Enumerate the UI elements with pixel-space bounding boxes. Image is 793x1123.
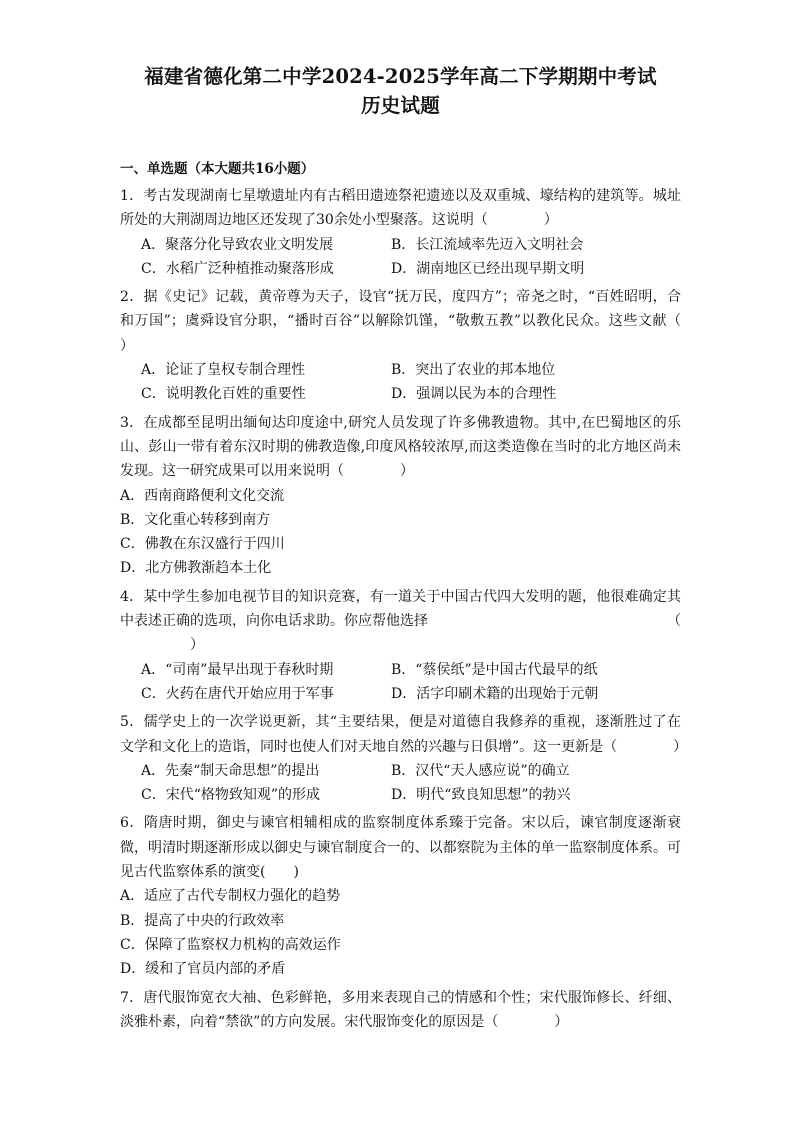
exam-title-line-2: 历史试题 [361, 94, 440, 117]
option-a[interactable]: A．“司南”最早出现于春秋时期 [141, 661, 334, 678]
question-stem: 6．隋唐时期，御史与谏官相辅相成的监察制度体系臻于完备。宋以后，谏官制度逐渐衰微，明清时期逐渐形成以御史与谏官制度合一的、以都察院为主体的单一监察制度体系。可见古代监察体系的演变( ) [120, 815, 681, 881]
question-stem-text: 4．某中学生参加电视节目的知识竞赛，有一道关于中国古代四大发明的题，他很难确定其中表述正确的选项，向你电话求助。你应帮他选择 [120, 588, 681, 630]
question-1 [120, 184, 681, 281]
option-b[interactable]: B．“蔡侯纸”是中国古代最早的纸 [391, 661, 598, 678]
question-stem: 3．在成都至昆明出缅甸达印度途中,研究人员发现了许多佛教遗物。其中,在巴蜀地区的乐山、彭山一带有着东汉时期的佛教造像,印度风格较浓厚,而这类造像在当时的北方地区尚未发现。这一研究成果可以用来说明（ ） [120, 414, 681, 480]
question-stem: 5．儒学史上的一次学说更新，其“主要结果，便是对道德自我修养的重视，逐渐胜过了在文学和文化上的造诣，同时也使人们对天地自然的兴趣与日俱增”。这一更新是（ ） [120, 714, 688, 755]
question-5 [120, 710, 688, 807]
option-b[interactable]: B．提高了中央的行政效率 [120, 912, 285, 929]
question-stem: 7．唐代服饰宽衣大袖、色彩鲜艳，多用来表现自己的情感和个性；宋代服饰修长、纤细、淡雅朴素，向着“禁欲”的方向发展。宋代服饰变化的原因是（ ） [120, 989, 681, 1030]
question-6 [120, 811, 681, 981]
question-stem [120, 585, 681, 658]
options-list [120, 484, 681, 581]
option-c[interactable]: C．保障了监察权力机构的高效运作 [120, 936, 341, 953]
question-7 [120, 986, 681, 1035]
question-3 [120, 411, 681, 581]
answer-paren-close: ） [134, 637, 204, 654]
option-c[interactable]: C．水稻广泛种植推动聚落形成 [141, 260, 334, 277]
option-d[interactable]: D．活字印刷术籍的出现始于元朝 [391, 685, 599, 702]
option-a[interactable]: A．论证了皇权专制合理性 [141, 362, 306, 379]
option-c[interactable]: C．说明教化百姓的重要性 [141, 386, 306, 403]
question-stem: 1．考古发现湖南七星墩遗址内有古稻田遗迹祭祀遗迹以及双重城、壕结构的建筑等。城址所处的大荆湖周边地区还发现了30余处小型聚落。这说明（ ） [120, 188, 681, 229]
question-stem: 2．据《史记》记载，黄帝尊为天子，设官“抚万民，度四方”；帝尧之时，“百姓昭明，合和万国”；虞舜设官分职，“播时百谷”以解除饥馑，“敬敷五教”以教化民众。这些文献（ ） [120, 289, 737, 354]
option-d[interactable]: D．缓和了官员内部的矛盾 [120, 961, 286, 978]
option-c[interactable]: C．宋代“格物致知观”的形成 [141, 787, 321, 804]
section-heading: 一、单选题（本大题共16小题） [120, 161, 315, 177]
option-b[interactable]: B．文化重心转移到南方 [120, 511, 271, 528]
exam-title-line-1: 福建省德化第二中学2024-2025学年高二下学期期中考试 [144, 65, 657, 88]
option-d[interactable]: D．北方佛教渐趋本土化 [120, 560, 272, 577]
options-list [120, 884, 681, 981]
option-c[interactable]: C．佛教在东汉盛行于四川 [120, 536, 285, 553]
option-b[interactable]: B．汉代“天人感应说”的确立 [391, 762, 570, 779]
options-grid [120, 358, 681, 407]
options-grid [120, 658, 681, 707]
option-a[interactable]: A．西南商路便利文化交流 [120, 487, 285, 504]
question-2 [120, 285, 737, 406]
option-a[interactable]: A．先秦“制天命思想”的提出 [141, 762, 320, 779]
option-a[interactable]: A．聚落分化导致农业文明发展 [141, 236, 334, 253]
option-b[interactable]: B．长江流域率先迈入文明社会 [391, 236, 584, 253]
option-c[interactable]: C．火药在唐代开始应用于军事 [141, 685, 334, 702]
option-d[interactable]: D．明代“致良知思想”的勃兴 [391, 787, 571, 804]
options-grid [120, 233, 681, 282]
question-4 [120, 585, 681, 706]
exam-title [110, 62, 691, 120]
option-d[interactable]: D．湖南地区已经出现早期文明 [391, 260, 585, 277]
option-a[interactable]: A．适应了古代专制权力强化的趋势 [120, 888, 341, 905]
options-grid [120, 759, 681, 808]
option-b[interactable]: B．突出了农业的邦本地位 [391, 362, 556, 379]
answer-paren-open: （ [667, 613, 681, 630]
option-d[interactable]: D．强调以民为本的合理性 [391, 386, 557, 403]
